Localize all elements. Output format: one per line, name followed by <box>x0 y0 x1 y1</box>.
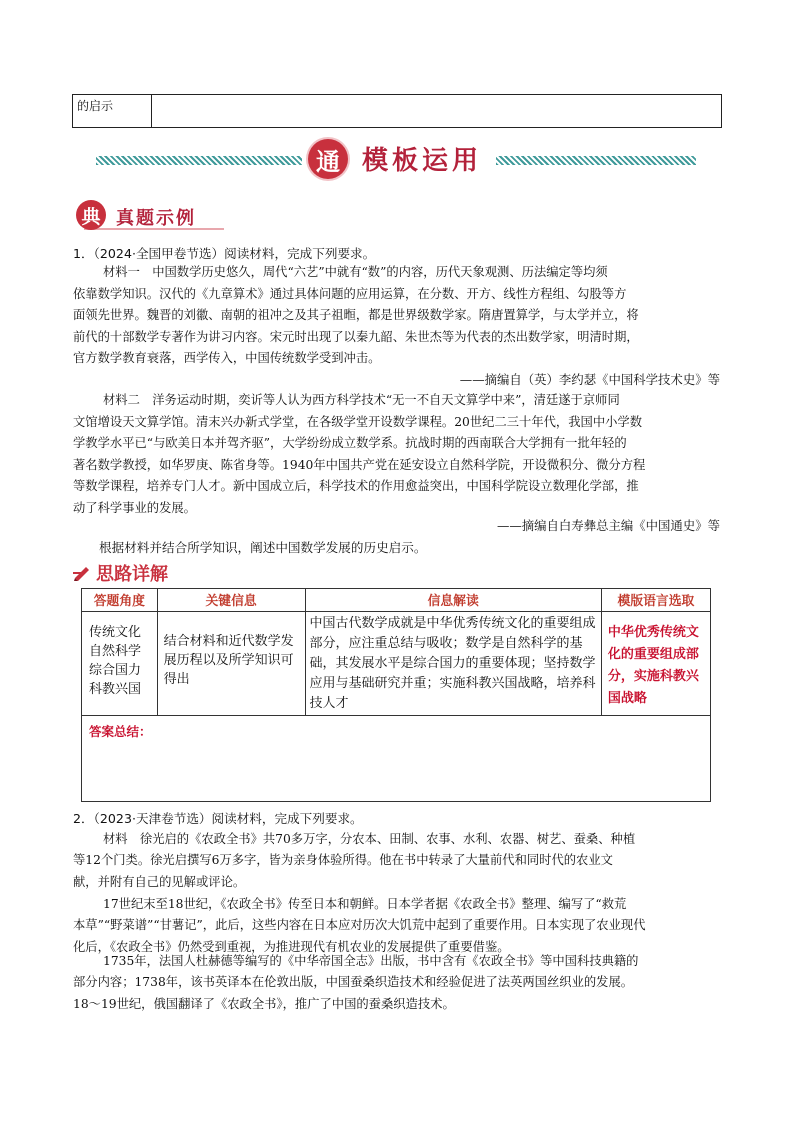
q1-source2: ——摘编自白寿彝总主编《中国通史》等 <box>496 518 720 533</box>
q2-para-line: 本草”“野菜谱”“甘薯记”，此后，这些内容在日本应对历次大饥荒中起到了重要作用。日本实现了农业现代 <box>73 918 646 933</box>
q1-material2-line: 等数学课程，培养专门人才。新中国成立后，科学技术的作用愈益突出，中国科学院设立数理化学部，推 <box>73 479 639 494</box>
angle-line: 科教兴国 <box>89 682 142 697</box>
q1-material1 <box>73 262 723 370</box>
thinking-header <box>72 560 272 586</box>
template-cell: 中华优秀传统文化的重要组成部分，实施科教兴国战略 <box>601 612 710 716</box>
analysis-content-row <box>82 612 711 716</box>
top-table-label: 的启示 <box>73 95 152 127</box>
angle-line: 综合国力 <box>89 663 142 678</box>
q1-source1: ——摘编自（英）李约瑟《中国科学技术史》等 <box>459 372 720 387</box>
interpretation-cell: 中国古代数学成就是中华优秀传统文化的重要组成部分，应注重总结与吸收；数学是自然科学的基础，其发展水平是综合国力的重要体现；坚持数学应用与基础研究并重；实施科教兴国战略，培养科技人才 <box>305 612 601 716</box>
q1-material1-line: 依靠数学知识。汉代的《九章算术》通过具体问题的应用运算，在分数、开方、线性方程组、勾股等方 <box>73 286 627 301</box>
q2-para-line: 18～19世纪，俄国翻译了《农政全书》，推广了中国的蚕桑织造技术。 <box>73 996 455 1011</box>
banner-tong-icon: 通 <box>308 139 348 179</box>
summary-cell <box>82 716 711 802</box>
q2-para3 <box>73 951 723 1015</box>
q1-material1-line: 材料一 中国数学历史悠久，周代“六艺”中就有“数”的内容，历代天象观测、历法编定等均须 <box>103 265 608 279</box>
header-interpretation: 信息解读 <box>305 589 601 612</box>
header-template: 模版语言选取 <box>601 589 710 612</box>
q1-material2-line: 著名数学教授，如华罗庚、陈省身等。1940年中国共产党在延安设立自然科学院，开设微积分、微分方程 <box>73 457 646 472</box>
subsection-title: 真题示例 <box>116 208 196 229</box>
top-table <box>72 94 722 128</box>
summary-label: 答案总结： <box>89 724 152 739</box>
q2-para2 <box>73 894 723 958</box>
section-banner <box>96 134 696 186</box>
pen-icon <box>72 563 92 583</box>
banner-title: 模板运用 <box>362 146 483 176</box>
q2-para-line: 化后，《农政全书》仍然受到重视，为推进现代有机农业的发展提供了重要借鉴。 <box>73 939 510 954</box>
header-angle: 答题角度 <box>82 589 158 612</box>
angle-line: 传统文化 <box>89 625 142 640</box>
q1-material2-line: 学教学水平已“与欧美日本并驾齐驱”，大学纷纷成立数学系。抗战时期的西南联合大学拥有一批年轻的 <box>73 436 627 451</box>
q2-header: 2．（2023·天津卷节选）阅读材料，完成下列要求。 <box>73 811 363 826</box>
thinking-title: 思路详解 <box>96 564 168 585</box>
q2-para-line: 部分内容；1738年，该书英译本在伦敦出版，中国蚕桑织造技术和经验促进了法英两国丝织业的发展。 <box>73 975 634 990</box>
q1-header: 1．（2024·全国甲卷节选）阅读材料，完成下列要求。 <box>73 246 376 261</box>
q2-para1 <box>73 829 723 893</box>
q1-material1-line: 官方数学教育衰落，西学传入，中国传统数学受到冲击。 <box>73 351 381 366</box>
key-info-cell: 结合材料和近代数学发展历程以及所学知识可得出 <box>157 612 305 716</box>
q2-para-line: 献，并附有自己的见解或评论。 <box>73 874 246 889</box>
subsection-header <box>76 198 276 234</box>
dian-icon: 典 <box>76 200 106 230</box>
q2-para-line: 1735年，法国人杜赫德等编写的《中华帝国全志》出版，书中含有《农政全书》等中国科技典籍的 <box>103 954 639 968</box>
q2-para-line: 等12个门类。徐光启撰写6万多字，皆为亲身体验所得。他在书中转录了大量前代和同时代的农业文 <box>73 853 613 868</box>
banner-stripe-right <box>496 156 696 165</box>
q1-material1-line: 面领先世界。魏晋的刘徽、南朝的祖冲之及其子祖暅，都是世界级数学家。隋唐置算学，与太学并立，将 <box>73 308 639 323</box>
header-key-info: 关键信息 <box>157 589 305 612</box>
angle-line: 自然科学 <box>89 644 142 659</box>
q1-material2-line: 文馆增设天文算学馆。清末兴办新式学堂，在各级学堂开设数学课程。20世纪二三十年代，我国中小学数 <box>73 414 643 429</box>
angle-cell <box>82 612 158 716</box>
q1-material2 <box>73 390 723 520</box>
q2-para-line: 材料 徐光启的《农政全书》共70多万字，分农本、田制、农事、水利、农器、树艺、蚕桑、种植 <box>103 832 636 846</box>
summary-row <box>82 716 711 802</box>
q1-material2-line: 动了科学事业的发展。 <box>73 500 196 515</box>
q1-question: 根据材料并结合所学知识，阐述中国数学发展的历史启示。 <box>99 540 427 555</box>
analysis-table <box>81 588 711 802</box>
q1-material1-line: 前代的十部数学专著作为讲习内容。宋元时出现了以秦九韶、朱世杰等为代表的杰出数学家，明清时期， <box>73 329 639 344</box>
analysis-header-row <box>82 589 711 612</box>
banner-stripe-left <box>96 156 302 165</box>
q1-material2-line: 材料二 洋务运动时期，奕䜣等人认为西方科学技术“无一不自天文算学中来”，清廷遂于京师同 <box>103 393 620 407</box>
q2-para-line: 17世纪末至18世纪，《农政全书》传至日本和朝鲜。日本学者据《农政全书》整理、编写了“救荒 <box>103 897 627 911</box>
